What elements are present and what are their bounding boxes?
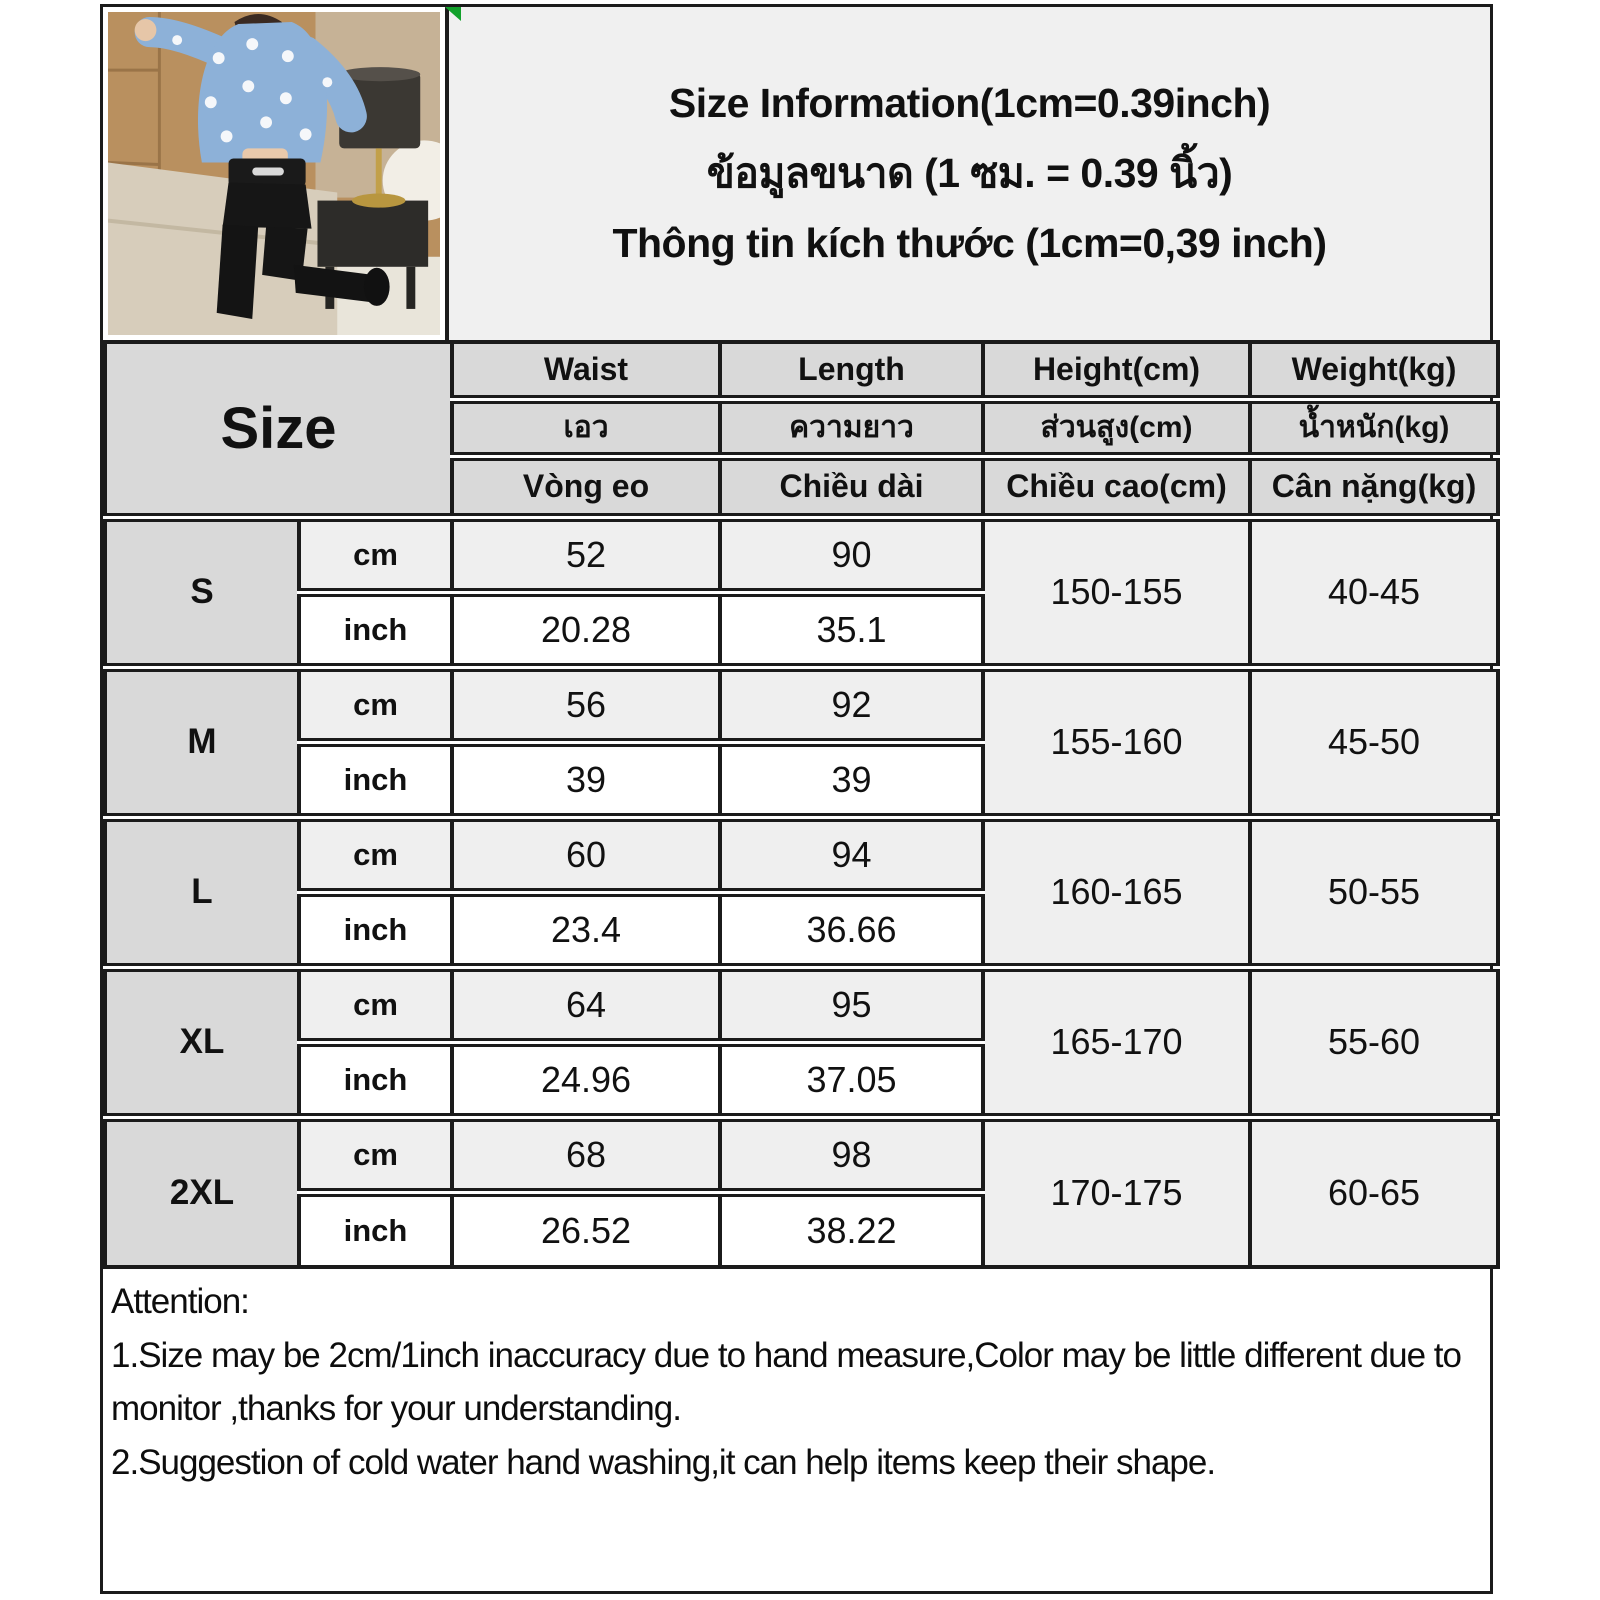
right-foot <box>364 268 390 306</box>
size-table <box>103 340 1500 1269</box>
table-row-l-cm <box>105 817 1498 892</box>
length-inch-m: 39 <box>720 742 983 817</box>
waist-inch-m: 39 <box>452 742 720 817</box>
length-cm-xl: 95 <box>720 967 983 1042</box>
height-xl: 165-170 <box>983 967 1250 1117</box>
lamp-base <box>352 194 405 208</box>
product-photo <box>103 7 449 340</box>
length-inch-s: 35.1 <box>720 592 983 667</box>
unit-inch: inch <box>299 592 452 667</box>
attention-heading: Attention: <box>111 1282 249 1321</box>
attention-note-1: 1.Size may be 2cm/1inch inaccuracy due to hand measure,Color may be little different due to monitor ,thanks for your understanding. <box>111 1335 1461 1429</box>
waist-cm-s: 52 <box>452 517 720 592</box>
length-inch-xl: 37.05 <box>720 1042 983 1117</box>
waist-cm-2xl: 68 <box>452 1117 720 1192</box>
size-label-2xl: 2XL <box>105 1117 299 1267</box>
leggings-hip <box>223 183 312 229</box>
length-inch-l: 36.66 <box>720 892 983 967</box>
size-header-cell: Size <box>105 342 452 517</box>
header-weight-en: Weight(kg) <box>1250 342 1498 399</box>
header-weight-vi: Cân nặng(kg) <box>1250 456 1498 517</box>
size-label-m: M <box>105 667 299 817</box>
length-inch-2xl: 38.22 <box>720 1192 983 1267</box>
weight-2xl: 60-65 <box>1250 1117 1498 1267</box>
title-vietnamese: Thông tin kích thước (1cm=0,39 inch) <box>612 220 1327 266</box>
weight-xl: 55-60 <box>1250 967 1498 1117</box>
waistband-logo <box>252 167 284 175</box>
header-length-en: Length <box>720 342 983 399</box>
header-waist-en: Waist <box>452 342 720 399</box>
table-row-xl-cm <box>105 967 1498 1042</box>
left-hand <box>135 19 157 41</box>
height-l: 160-165 <box>983 817 1250 967</box>
header-height-en: Height(cm) <box>983 342 1250 399</box>
waist-inch-s: 20.28 <box>452 592 720 667</box>
chart-frame <box>100 4 1493 1594</box>
header-weight-th: น้ำหนัก(kg) <box>1250 399 1498 456</box>
unit-inch: inch <box>299 742 452 817</box>
unit-cm: cm <box>299 817 452 892</box>
size-label-l: L <box>105 817 299 967</box>
header-waist-th: เอว <box>452 399 720 456</box>
weight-l: 50-55 <box>1250 817 1498 967</box>
waist-cm-m: 56 <box>452 667 720 742</box>
leggings-left-leg <box>217 225 259 319</box>
waist-cm-xl: 64 <box>452 967 720 1042</box>
weight-m: 45-50 <box>1250 667 1498 817</box>
green-wedge-icon <box>445 7 461 21</box>
weight-s: 40-45 <box>1250 517 1498 667</box>
header-height-vi: Chiều cao(cm) <box>983 456 1250 517</box>
attention-note-2: 2.Suggestion of cold water hand washing,it can help items keep their shape. <box>111 1442 1216 1482</box>
height-2xl: 170-175 <box>983 1117 1250 1267</box>
top-section <box>103 7 1490 340</box>
waist-inch-l: 23.4 <box>452 892 720 967</box>
title-english: Size Information(1cm=0.39inch) <box>668 80 1271 126</box>
header-length-vi: Chiều dài <box>720 456 983 517</box>
header-row-en <box>105 342 1498 399</box>
height-s: 150-155 <box>983 517 1250 667</box>
size-label-xl: XL <box>105 967 299 1117</box>
header-height-th: ส่วนสูง(cm) <box>983 399 1250 456</box>
waist-inch-xl: 24.96 <box>452 1042 720 1117</box>
table-row-2xl-cm <box>105 1117 1498 1192</box>
unit-inch: inch <box>299 1042 452 1117</box>
title-thai: ข้อมูลขนาด (1 ซม. = 0.39 นิ้ว) <box>706 150 1233 196</box>
length-cm-l: 94 <box>720 817 983 892</box>
unit-cm: cm <box>299 667 452 742</box>
sweater-torso <box>198 22 327 162</box>
length-cm-s: 90 <box>720 517 983 592</box>
table-row-m-cm <box>105 667 1498 742</box>
lamp-stem <box>376 148 382 198</box>
attention-notes <box>103 1269 1490 1591</box>
unit-cm: cm <box>299 517 452 592</box>
length-cm-2xl: 98 <box>720 1117 983 1192</box>
table-leg <box>406 267 415 309</box>
title-panel <box>449 7 1490 340</box>
unit-cm: cm <box>299 1117 452 1192</box>
waist-cm-l: 60 <box>452 817 720 892</box>
waist-inch-2xl: 26.52 <box>452 1192 720 1267</box>
height-m: 155-160 <box>983 667 1250 817</box>
unit-inch: inch <box>299 892 452 967</box>
side-table <box>317 201 428 267</box>
size-label-s: S <box>105 517 299 667</box>
product-photo-illustration <box>108 12 440 335</box>
length-cm-m: 92 <box>720 667 983 742</box>
header-waist-vi: Vòng eo <box>452 456 720 517</box>
header-length-th: ความยาว <box>720 399 983 456</box>
unit-inch: inch <box>299 1192 452 1267</box>
table-row-s-cm <box>105 517 1498 592</box>
unit-cm: cm <box>299 967 452 1042</box>
